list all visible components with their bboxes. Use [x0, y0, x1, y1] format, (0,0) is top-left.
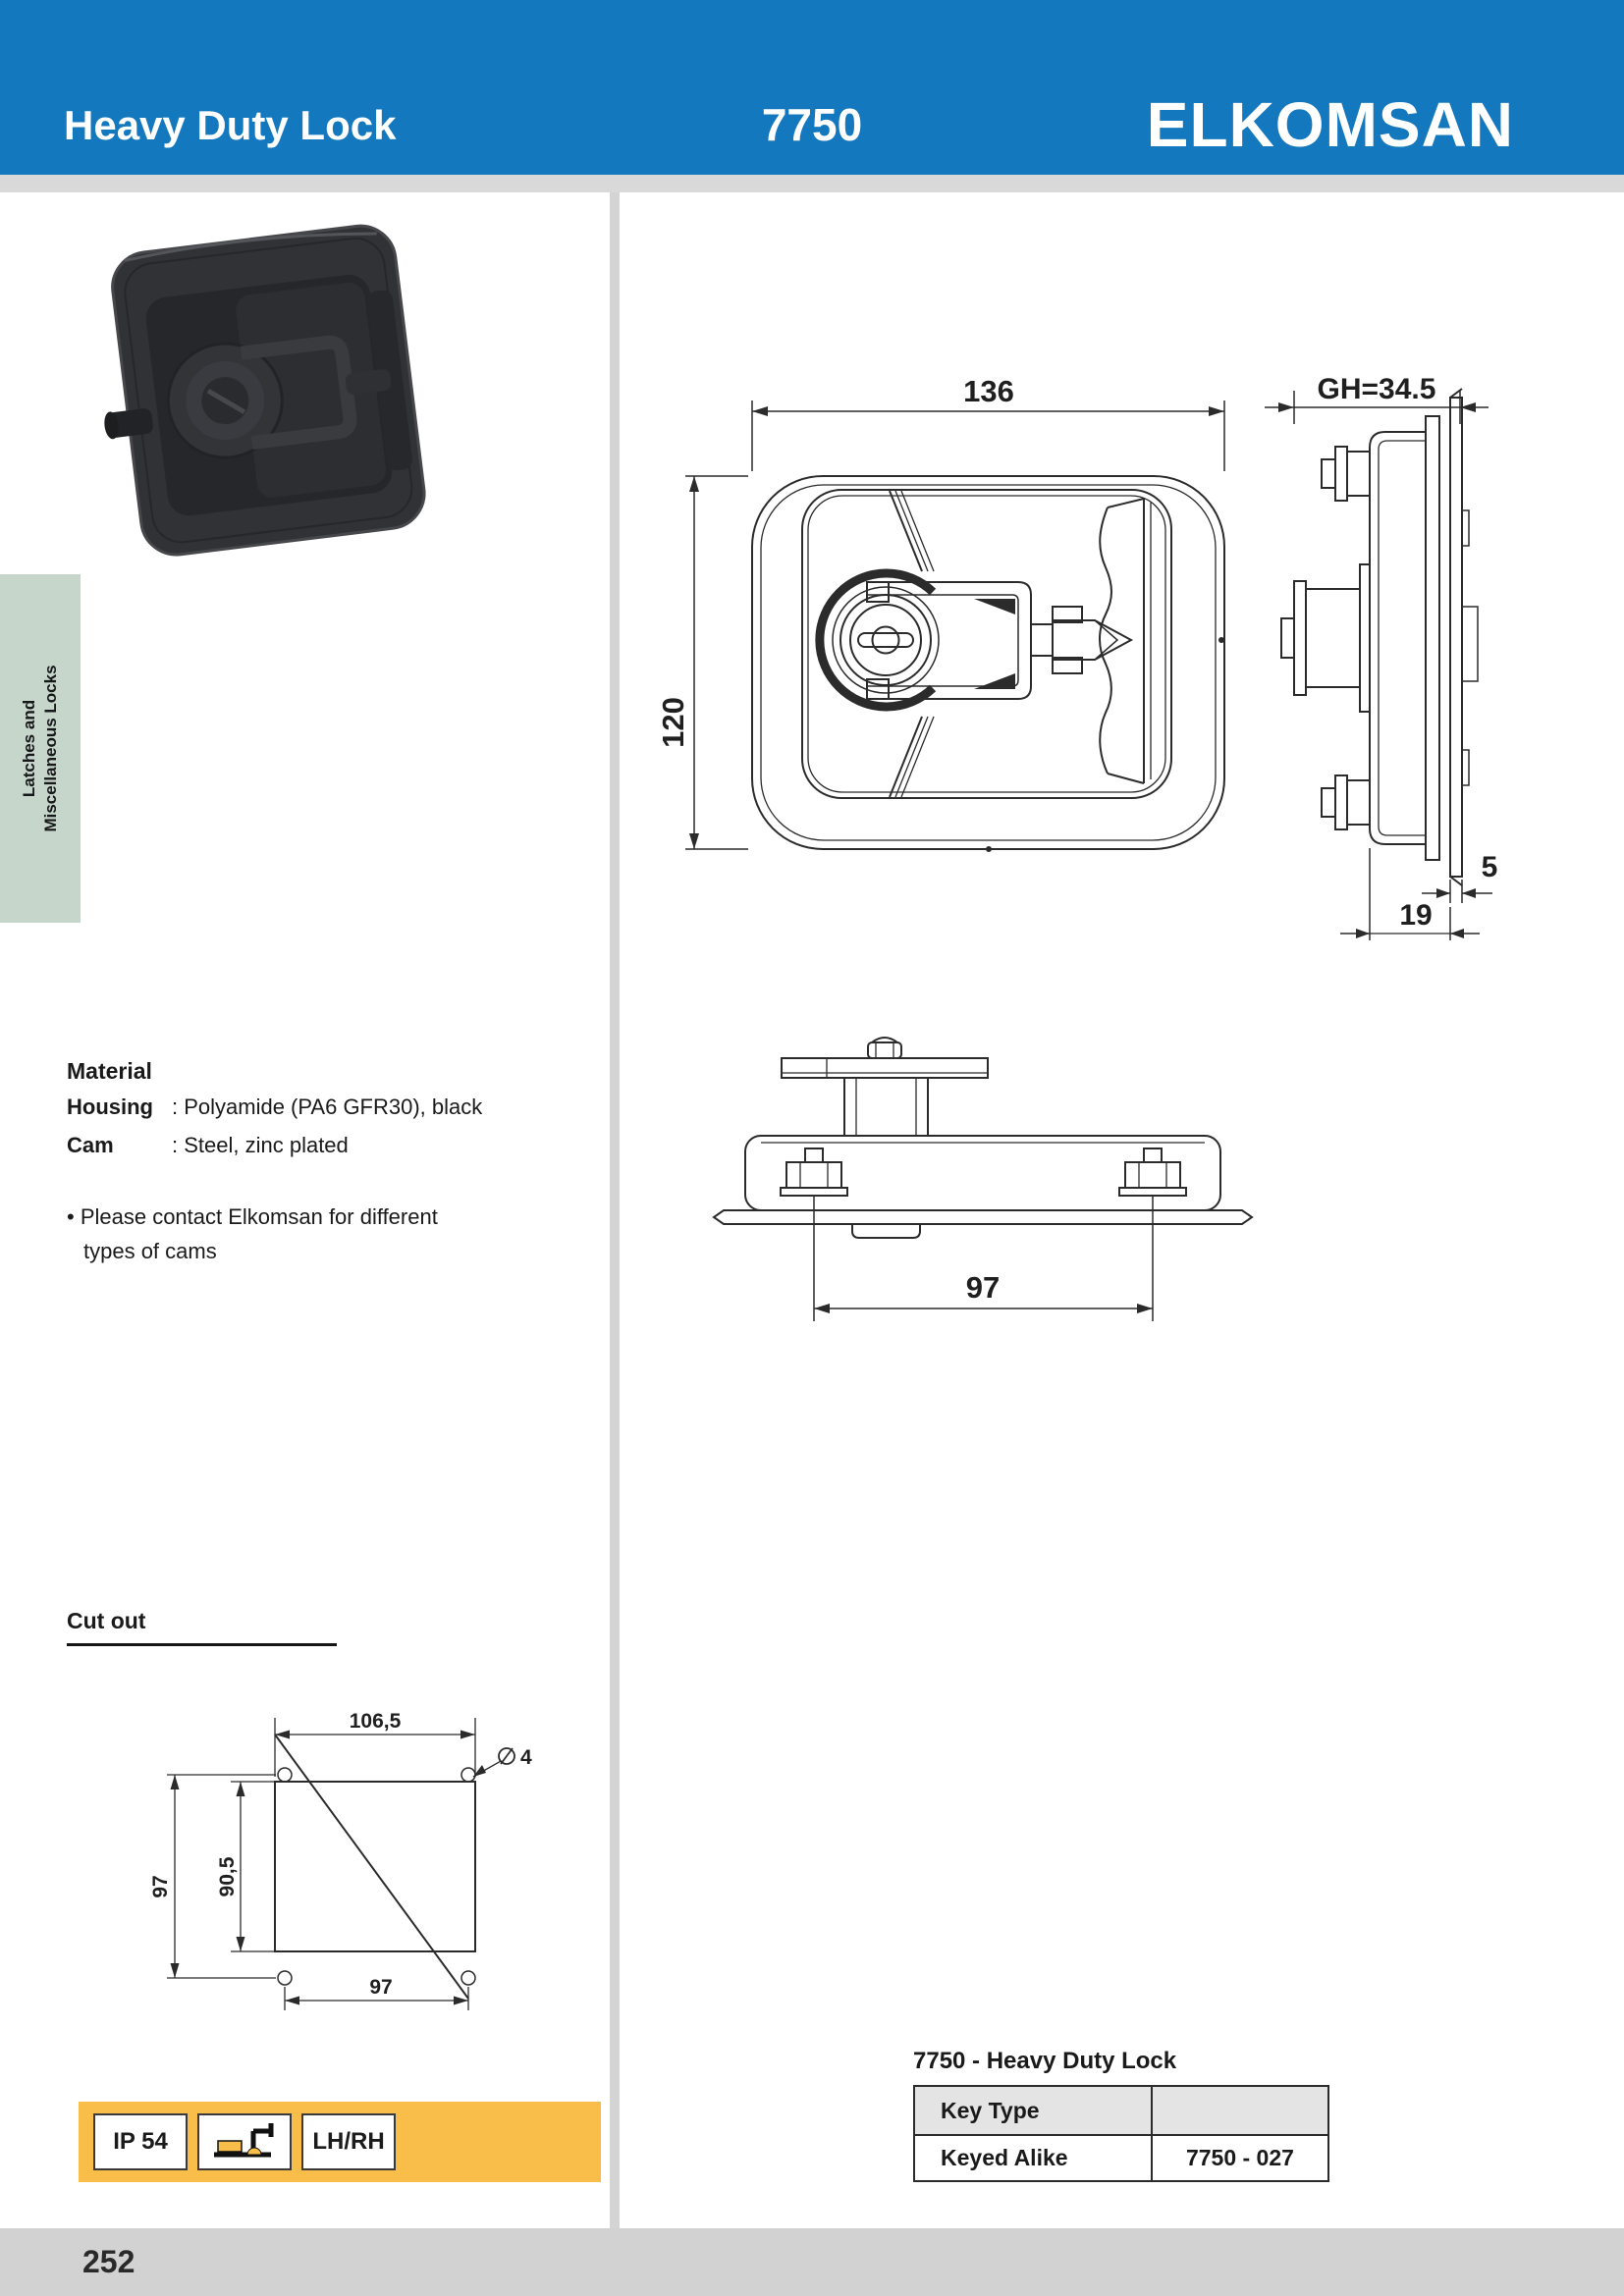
- product-code: 7750: [761, 99, 863, 150]
- product-table: [913, 2085, 1329, 2182]
- front-view-drawing: [648, 304, 1257, 893]
- table-header-blank: [1153, 2087, 1327, 2134]
- note-line-1: • Please contact Elkomsan for different: [67, 1204, 438, 1229]
- dim-front-width: 136: [963, 374, 1014, 408]
- product-photo: [98, 191, 432, 584]
- material-heading: Material: [67, 1058, 152, 1084]
- mount-type-badge: [197, 2113, 292, 2170]
- category-tab: [0, 574, 81, 923]
- header-substrip: [0, 175, 1624, 192]
- panel-mount-icon: [210, 2119, 279, 2164]
- dim-side-panel-gap: 5: [1481, 851, 1498, 883]
- spec-value: : Steel, zinc plated: [172, 1133, 349, 1157]
- dim-side-grip: GH=34.5: [1317, 373, 1436, 405]
- dim-cutout-inner-height: 90,5: [216, 1856, 239, 1897]
- dim-back-stud-spacing: 97: [965, 1270, 1001, 1305]
- spec-row-cam: [67, 1133, 577, 1158]
- material-note: [67, 1200, 577, 1268]
- cell-key-type: Keyed Alike: [915, 2136, 1153, 2180]
- spec-label: Housing: [67, 1095, 153, 1119]
- side-view-drawing: [1257, 334, 1551, 962]
- category-tab-label: [0, 574, 81, 923]
- page-number: 252: [82, 2244, 135, 2279]
- table-row: [915, 2134, 1327, 2180]
- spec-label: Cam: [67, 1133, 114, 1157]
- ip-rating-badge: IP 54: [93, 2113, 188, 2170]
- dim-front-height: 120: [656, 697, 690, 748]
- note-line-2: types of cams: [83, 1239, 217, 1263]
- handing-badge: LH/RH: [301, 2113, 396, 2170]
- header-bar: [0, 0, 1624, 175]
- product-table-title: 7750 - Heavy Duty Lock: [913, 2048, 1177, 2074]
- table-header-key-type: Key Type: [915, 2087, 1153, 2134]
- cutout-heading: Cut out: [67, 1608, 146, 1633]
- dim-side-depth: 19: [1399, 899, 1433, 932]
- category-line-2: Miscellaneous Locks: [41, 665, 60, 832]
- footer-bar: [0, 2228, 1624, 2296]
- cutout-drawing: [128, 1659, 560, 2032]
- dim-cutout-width: 106,5: [349, 1710, 402, 1733]
- spec-row-housing: [67, 1095, 577, 1120]
- brand-logo: ELKOMSAN: [1146, 89, 1514, 160]
- category-line-1: Latches and: [20, 699, 38, 798]
- page-title: Heavy Duty Lock: [64, 102, 397, 148]
- badge-bar: [79, 2102, 601, 2182]
- back-view-drawing: [707, 1031, 1257, 1335]
- cell-order-code: 7750 - 027: [1185, 2145, 1294, 2170]
- material-section: [67, 1058, 577, 1268]
- column-divider: [610, 192, 620, 2228]
- table-header-row: [915, 2087, 1327, 2134]
- dim-cutout-height: 97: [149, 1875, 172, 1898]
- spec-value: : Polyamide (PA6 GFR30), black: [172, 1095, 483, 1119]
- cutout-heading-rule: [67, 1643, 337, 1646]
- dim-cutout-hole-spacing: 97: [369, 1976, 393, 1999]
- dim-cutout-hole-dia: 4: [520, 1746, 532, 1769]
